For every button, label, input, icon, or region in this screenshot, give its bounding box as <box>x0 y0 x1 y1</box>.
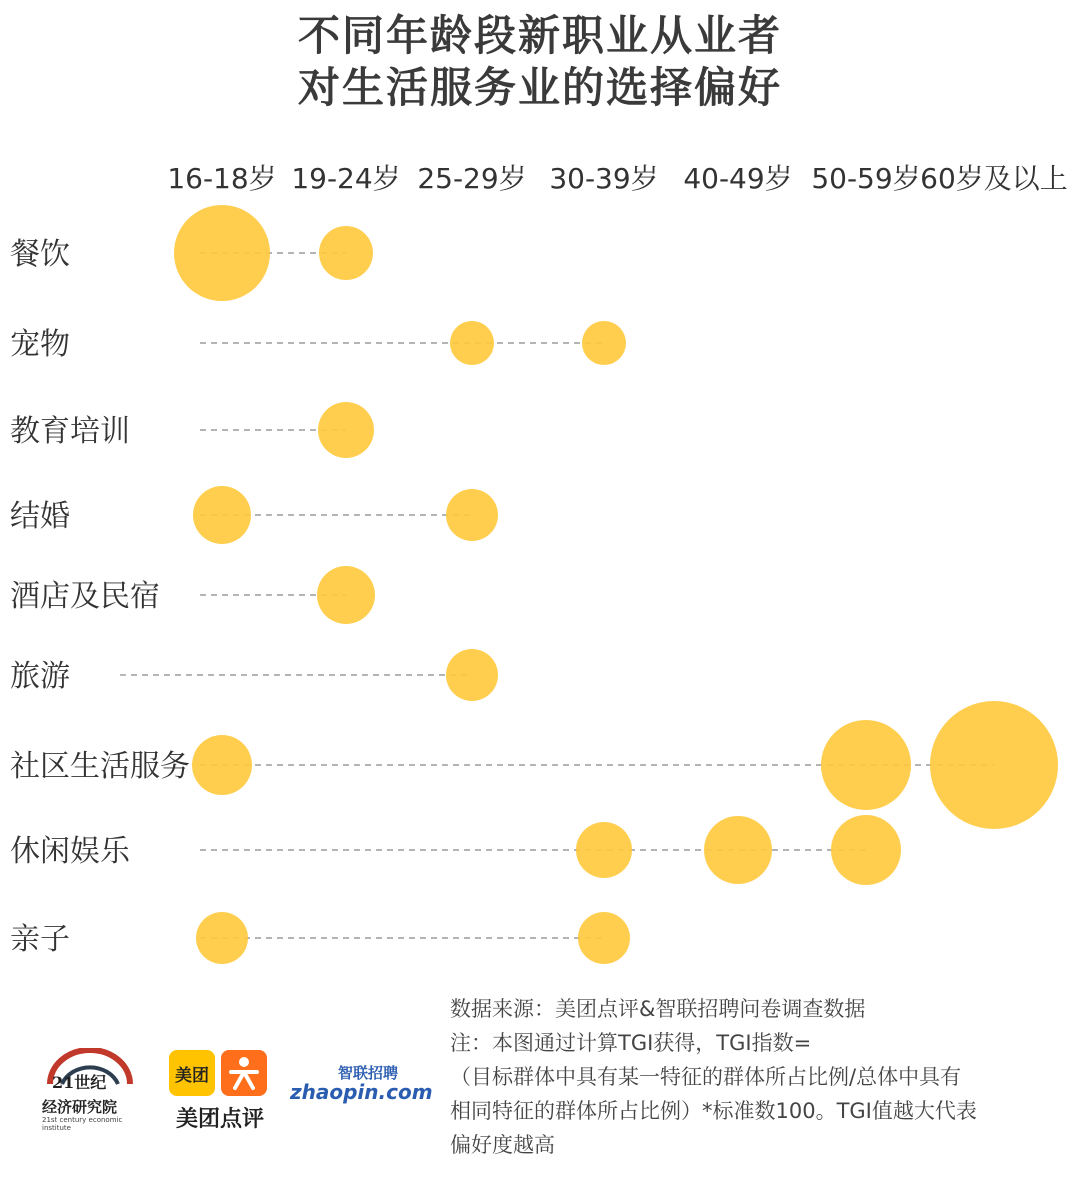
bubble <box>578 912 630 964</box>
meituan-logo-text: 美团点评 <box>175 1107 264 1132</box>
column-label: 60岁及以上 <box>920 162 1068 195</box>
row-label: 旅游 <box>10 659 70 694</box>
source-note <box>450 992 1070 1162</box>
meituan-box-label: 美团 <box>175 1066 209 1086</box>
column-label: 25-29岁 <box>417 162 527 195</box>
source-note-line: 偏好度越高 <box>450 1133 555 1157</box>
bubble <box>930 701 1058 829</box>
bubble <box>319 226 373 280</box>
row-label: 酒店及民宿 <box>10 579 160 614</box>
bubble <box>318 402 374 458</box>
logo-21-line3: 21st century economic institute <box>42 1116 123 1132</box>
source-note-line: （目标群体中具有某一特征的群体所占比例/总体中具有 <box>450 1065 962 1089</box>
bubble <box>821 720 911 810</box>
bubble <box>831 815 901 885</box>
meituan-logo-icon <box>169 1050 215 1096</box>
bubble <box>196 912 248 964</box>
bubble <box>450 321 494 365</box>
bubble <box>193 486 251 544</box>
bubble <box>576 822 632 878</box>
logo-meituan-dianping <box>165 1050 275 1130</box>
bubble <box>317 566 375 624</box>
row-label: 宠物 <box>10 327 70 362</box>
row-label: 教育培训 <box>10 414 130 449</box>
chart-title-line-2: 对生活服务业的选择偏好 <box>297 63 782 112</box>
dianping-logo-icon <box>221 1050 267 1096</box>
zhaopin-logo-text: zhaopin.com <box>290 1080 433 1104</box>
row-label: 餐饮 <box>10 237 70 272</box>
source-note-line: 相同特征的群体所占比例）*标准数100。TGI值越大代表 <box>450 1099 977 1123</box>
bubble <box>582 321 626 365</box>
logo-21-line1: 21世纪 <box>52 1073 107 1092</box>
bubble <box>174 205 270 301</box>
column-label: 30-39岁 <box>549 162 659 195</box>
source-note-line: 数据来源：美团点评&智联招聘问卷调查数据 <box>450 997 866 1021</box>
zhaopin-logo-top: 智联招聘 <box>338 1064 399 1082</box>
source-note-line: 注：本图通过计算TGI获得，TGI指数= <box>450 1031 812 1055</box>
logo-zhaopin <box>290 1064 433 1108</box>
logo-21st-century-economic-institute <box>40 1048 140 1132</box>
column-label: 40-49岁 <box>683 162 793 195</box>
bubble <box>192 735 252 795</box>
column-label: 19-24岁 <box>291 162 401 195</box>
row-label: 结婚 <box>10 499 70 534</box>
column-label: 50-59岁 <box>811 162 921 195</box>
row-label: 休闲娱乐 <box>10 834 130 869</box>
bubble <box>446 489 498 541</box>
row-label: 亲子 <box>10 922 70 957</box>
bubble <box>446 649 498 701</box>
column-label: 16-18岁 <box>167 162 277 195</box>
bubble <box>704 816 772 884</box>
row-label: 社区生活服务 <box>10 749 190 784</box>
logo-21-line2: 经济研究院 <box>42 1098 118 1116</box>
chart-title-line-1: 不同年龄段新职业从业者 <box>297 11 782 60</box>
